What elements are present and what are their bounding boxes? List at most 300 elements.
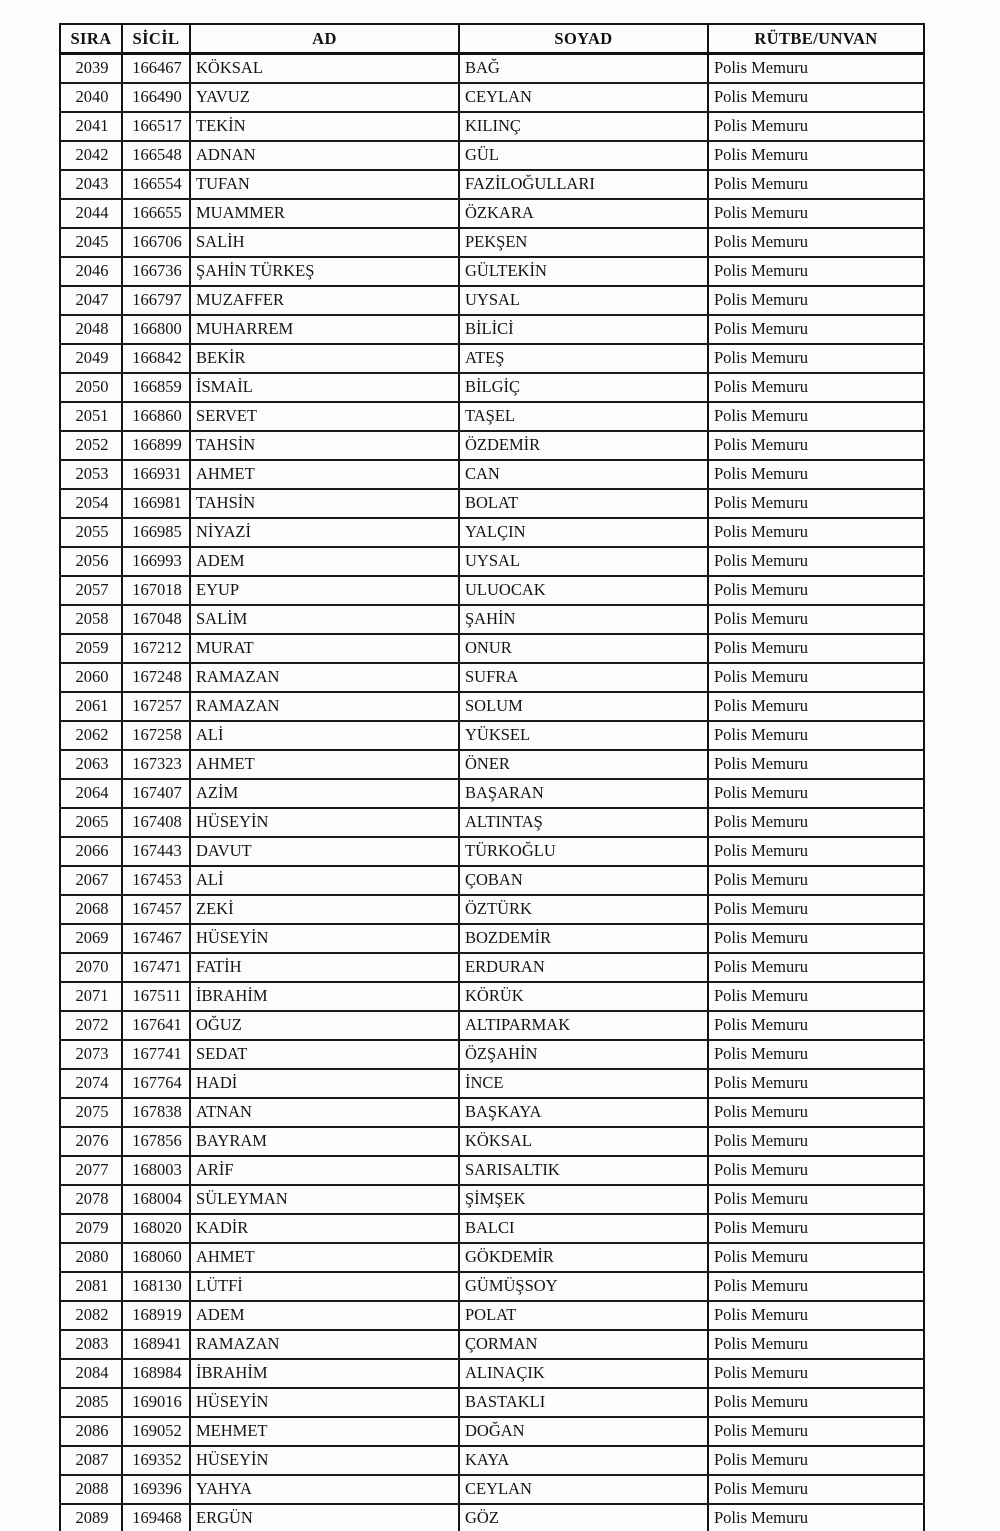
- cell-soyad: ÇORMAN: [459, 1330, 708, 1359]
- cell-sicil: 169052: [122, 1417, 190, 1446]
- cell-sira: 2081: [60, 1272, 122, 1301]
- cell-soyad: BİLİCİ: [459, 315, 708, 344]
- cell-sira: 2058: [60, 605, 122, 634]
- header-rutbe: RÜTBE/UNVAN: [708, 24, 924, 54]
- cell-ad: İBRAHİM: [190, 982, 459, 1011]
- header-sira: SIRA: [60, 24, 122, 54]
- cell-sira: 2073: [60, 1040, 122, 1069]
- cell-rutbe: Polis Memuru: [708, 431, 924, 460]
- cell-sira: 2070: [60, 953, 122, 982]
- cell-rutbe: Polis Memuru: [708, 866, 924, 895]
- table-row: [60, 779, 924, 808]
- cell-soyad: BAĞ: [459, 54, 708, 84]
- cell-ad: ALİ: [190, 721, 459, 750]
- cell-rutbe: Polis Memuru: [708, 460, 924, 489]
- cell-sicil: 167764: [122, 1069, 190, 1098]
- cell-ad: MUZAFFER: [190, 286, 459, 315]
- cell-soyad: YÜKSEL: [459, 721, 708, 750]
- cell-soyad: CAN: [459, 460, 708, 489]
- cell-sicil: 166985: [122, 518, 190, 547]
- table-row: [60, 1214, 924, 1243]
- cell-rutbe: Polis Memuru: [708, 750, 924, 779]
- cell-sicil: 166859: [122, 373, 190, 402]
- cell-soyad: GÖZ: [459, 1504, 708, 1531]
- cell-sira: 2041: [60, 112, 122, 141]
- cell-sira: 2060: [60, 663, 122, 692]
- table-row: [60, 1301, 924, 1330]
- cell-sicil: 168984: [122, 1359, 190, 1388]
- cell-sira: 2053: [60, 460, 122, 489]
- cell-sira: 2050: [60, 373, 122, 402]
- cell-soyad: GÖKDEMİR: [459, 1243, 708, 1272]
- cell-ad: SALİM: [190, 605, 459, 634]
- table-row: [60, 1272, 924, 1301]
- cell-ad: KÖKSAL: [190, 54, 459, 84]
- cell-ad: HÜSEYİN: [190, 808, 459, 837]
- cell-sira: 2048: [60, 315, 122, 344]
- cell-sicil: 166554: [122, 170, 190, 199]
- cell-rutbe: Polis Memuru: [708, 1243, 924, 1272]
- cell-sira: 2056: [60, 547, 122, 576]
- cell-sira: 2085: [60, 1388, 122, 1417]
- cell-rutbe: Polis Memuru: [708, 1069, 924, 1098]
- cell-sira: 2045: [60, 228, 122, 257]
- cell-soyad: İNCE: [459, 1069, 708, 1098]
- table-row: [60, 344, 924, 373]
- cell-rutbe: Polis Memuru: [708, 576, 924, 605]
- cell-rutbe: Polis Memuru: [708, 1446, 924, 1475]
- cell-sicil: 166899: [122, 431, 190, 460]
- cell-soyad: GÜL: [459, 141, 708, 170]
- cell-sira: 2086: [60, 1417, 122, 1446]
- cell-ad: OĞUZ: [190, 1011, 459, 1040]
- cell-sira: 2051: [60, 402, 122, 431]
- cell-sira: 2088: [60, 1475, 122, 1504]
- cell-sira: 2069: [60, 924, 122, 953]
- table-row: [60, 721, 924, 750]
- cell-soyad: FAZİLOĞULLARI: [459, 170, 708, 199]
- cell-sicil: 168941: [122, 1330, 190, 1359]
- cell-ad: RAMAZAN: [190, 663, 459, 692]
- cell-soyad: YALÇIN: [459, 518, 708, 547]
- cell-sira: 2080: [60, 1243, 122, 1272]
- cell-soyad: GÜMÜŞSOY: [459, 1272, 708, 1301]
- cell-sicil: 166993: [122, 547, 190, 576]
- cell-rutbe: Polis Memuru: [708, 228, 924, 257]
- table-row: [60, 808, 924, 837]
- cell-rutbe: Polis Memuru: [708, 982, 924, 1011]
- cell-rutbe: Polis Memuru: [708, 489, 924, 518]
- cell-soyad: KÖKSAL: [459, 1127, 708, 1156]
- cell-ad: NİYAZİ: [190, 518, 459, 547]
- cell-sira: 2089: [60, 1504, 122, 1531]
- cell-rutbe: Polis Memuru: [708, 605, 924, 634]
- cell-sira: 2052: [60, 431, 122, 460]
- cell-ad: ŞAHİN TÜRKEŞ: [190, 257, 459, 286]
- table-row: [60, 54, 924, 84]
- cell-ad: MUHARREM: [190, 315, 459, 344]
- cell-rutbe: Polis Memuru: [708, 663, 924, 692]
- table-row: [60, 634, 924, 663]
- cell-sira: 2077: [60, 1156, 122, 1185]
- cell-rutbe: Polis Memuru: [708, 1214, 924, 1243]
- table-row: [60, 1098, 924, 1127]
- table-row: [60, 170, 924, 199]
- cell-sicil: 166981: [122, 489, 190, 518]
- cell-rutbe: Polis Memuru: [708, 112, 924, 141]
- cell-sira: 2040: [60, 83, 122, 112]
- table-row: [60, 1504, 924, 1531]
- cell-soyad: PEKŞEN: [459, 228, 708, 257]
- cell-sicil: 167443: [122, 837, 190, 866]
- cell-ad: İSMAİL: [190, 373, 459, 402]
- cell-soyad: BOZDEMİR: [459, 924, 708, 953]
- cell-sicil: 166800: [122, 315, 190, 344]
- cell-sira: 2054: [60, 489, 122, 518]
- cell-ad: ZEKİ: [190, 895, 459, 924]
- cell-soyad: CEYLAN: [459, 1475, 708, 1504]
- cell-sira: 2068: [60, 895, 122, 924]
- cell-sira: 2071: [60, 982, 122, 1011]
- cell-sicil: 168130: [122, 1272, 190, 1301]
- cell-ad: DAVUT: [190, 837, 459, 866]
- cell-ad: RAMAZAN: [190, 692, 459, 721]
- cell-rutbe: Polis Memuru: [708, 953, 924, 982]
- cell-ad: ADEM: [190, 547, 459, 576]
- cell-sicil: 167457: [122, 895, 190, 924]
- personnel-table: [59, 23, 925, 1531]
- cell-rutbe: Polis Memuru: [708, 692, 924, 721]
- table-row: [60, 83, 924, 112]
- cell-soyad: SARISALTIK: [459, 1156, 708, 1185]
- cell-soyad: UYSAL: [459, 547, 708, 576]
- cell-sicil: 167257: [122, 692, 190, 721]
- table-row: [60, 373, 924, 402]
- cell-soyad: POLAT: [459, 1301, 708, 1330]
- cell-sicil: 168003: [122, 1156, 190, 1185]
- table-row: [60, 1243, 924, 1272]
- cell-rutbe: Polis Memuru: [708, 518, 924, 547]
- cell-sicil: 167467: [122, 924, 190, 953]
- cell-sira: 2063: [60, 750, 122, 779]
- cell-soyad: KILINÇ: [459, 112, 708, 141]
- cell-sicil: 167323: [122, 750, 190, 779]
- cell-sicil: 167471: [122, 953, 190, 982]
- cell-sira: 2042: [60, 141, 122, 170]
- cell-ad: AHMET: [190, 460, 459, 489]
- cell-ad: ARİF: [190, 1156, 459, 1185]
- cell-soyad: ÇOBAN: [459, 866, 708, 895]
- cell-sira: 2061: [60, 692, 122, 721]
- cell-sira: 2082: [60, 1301, 122, 1330]
- cell-rutbe: Polis Memuru: [708, 547, 924, 576]
- table-row: [60, 576, 924, 605]
- cell-ad: LÜTFİ: [190, 1272, 459, 1301]
- cell-rutbe: Polis Memuru: [708, 1040, 924, 1069]
- cell-ad: AZİM: [190, 779, 459, 808]
- table-row: [60, 866, 924, 895]
- cell-ad: BEKİR: [190, 344, 459, 373]
- cell-ad: HÜSEYİN: [190, 1446, 459, 1475]
- cell-sicil: 167048: [122, 605, 190, 634]
- table-row: [60, 1330, 924, 1359]
- cell-rutbe: Polis Memuru: [708, 634, 924, 663]
- cell-sicil: 169352: [122, 1446, 190, 1475]
- cell-sicil: 166931: [122, 460, 190, 489]
- cell-ad: SERVET: [190, 402, 459, 431]
- cell-soyad: KAYA: [459, 1446, 708, 1475]
- cell-rutbe: Polis Memuru: [708, 344, 924, 373]
- cell-rutbe: Polis Memuru: [708, 1359, 924, 1388]
- cell-sicil: 166706: [122, 228, 190, 257]
- cell-sira: 2066: [60, 837, 122, 866]
- cell-sira: 2044: [60, 199, 122, 228]
- cell-rutbe: Polis Memuru: [708, 402, 924, 431]
- cell-ad: HÜSEYİN: [190, 1388, 459, 1417]
- table-row: [60, 605, 924, 634]
- cell-sira: 2083: [60, 1330, 122, 1359]
- table-row: [60, 924, 924, 953]
- cell-soyad: TAŞEL: [459, 402, 708, 431]
- cell-ad: BAYRAM: [190, 1127, 459, 1156]
- cell-sicil: 167258: [122, 721, 190, 750]
- cell-rutbe: Polis Memuru: [708, 1330, 924, 1359]
- cell-ad: MURAT: [190, 634, 459, 663]
- cell-rutbe: Polis Memuru: [708, 924, 924, 953]
- cell-ad: MUAMMER: [190, 199, 459, 228]
- cell-rutbe: Polis Memuru: [708, 1272, 924, 1301]
- cell-ad: MEHMET: [190, 1417, 459, 1446]
- cell-rutbe: Polis Memuru: [708, 779, 924, 808]
- table-row: [60, 1040, 924, 1069]
- cell-soyad: ÖZTÜRK: [459, 895, 708, 924]
- cell-soyad: DOĞAN: [459, 1417, 708, 1446]
- cell-sira: 2078: [60, 1185, 122, 1214]
- cell-sicil: 166842: [122, 344, 190, 373]
- cell-sicil: 167511: [122, 982, 190, 1011]
- cell-soyad: BASTAKLI: [459, 1388, 708, 1417]
- cell-rutbe: Polis Memuru: [708, 54, 924, 84]
- cell-rutbe: Polis Memuru: [708, 373, 924, 402]
- cell-sicil: 169016: [122, 1388, 190, 1417]
- table-row: [60, 547, 924, 576]
- cell-ad: SÜLEYMAN: [190, 1185, 459, 1214]
- cell-soyad: CEYLAN: [459, 83, 708, 112]
- cell-soyad: ONUR: [459, 634, 708, 663]
- cell-sira: 2039: [60, 54, 122, 84]
- cell-ad: SEDAT: [190, 1040, 459, 1069]
- table-row: [60, 1446, 924, 1475]
- cell-sicil: 166548: [122, 141, 190, 170]
- cell-sira: 2046: [60, 257, 122, 286]
- header-ad: AD: [190, 24, 459, 54]
- table-row: [60, 663, 924, 692]
- cell-sira: 2055: [60, 518, 122, 547]
- cell-rutbe: Polis Memuru: [708, 1127, 924, 1156]
- cell-sicil: 167407: [122, 779, 190, 808]
- cell-soyad: KÖRÜK: [459, 982, 708, 1011]
- cell-ad: ADEM: [190, 1301, 459, 1330]
- cell-sicil: 169468: [122, 1504, 190, 1531]
- cell-ad: AHMET: [190, 750, 459, 779]
- cell-soyad: ATEŞ: [459, 344, 708, 373]
- cell-ad: YAHYA: [190, 1475, 459, 1504]
- cell-sicil: 166517: [122, 112, 190, 141]
- table-row: [60, 1475, 924, 1504]
- table-row: [60, 837, 924, 866]
- cell-soyad: ÖZŞAHİN: [459, 1040, 708, 1069]
- cell-rutbe: Polis Memuru: [708, 1475, 924, 1504]
- cell-sira: 2059: [60, 634, 122, 663]
- header-soyad: SOYAD: [459, 24, 708, 54]
- cell-sicil: 167018: [122, 576, 190, 605]
- cell-ad: TUFAN: [190, 170, 459, 199]
- table-body: [60, 54, 924, 1531]
- cell-rutbe: Polis Memuru: [708, 721, 924, 750]
- cell-sira: 2067: [60, 866, 122, 895]
- cell-soyad: ÖZKARA: [459, 199, 708, 228]
- cell-sira: 2062: [60, 721, 122, 750]
- cell-ad: YAVUZ: [190, 83, 459, 112]
- cell-rutbe: Polis Memuru: [708, 1301, 924, 1330]
- cell-sicil: 168919: [122, 1301, 190, 1330]
- cell-sicil: 166655: [122, 199, 190, 228]
- cell-rutbe: Polis Memuru: [708, 83, 924, 112]
- table-row: [60, 1069, 924, 1098]
- cell-sira: 2079: [60, 1214, 122, 1243]
- table-row: [60, 489, 924, 518]
- cell-sicil: 167838: [122, 1098, 190, 1127]
- cell-soyad: BALCI: [459, 1214, 708, 1243]
- cell-sicil: 167856: [122, 1127, 190, 1156]
- cell-soyad: ŞAHİN: [459, 605, 708, 634]
- cell-ad: ADNAN: [190, 141, 459, 170]
- cell-rutbe: Polis Memuru: [708, 1011, 924, 1040]
- cell-sicil: 167741: [122, 1040, 190, 1069]
- table-row: [60, 112, 924, 141]
- cell-ad: TAHSİN: [190, 431, 459, 460]
- cell-sira: 2076: [60, 1127, 122, 1156]
- cell-sira: 2049: [60, 344, 122, 373]
- cell-sicil: 166860: [122, 402, 190, 431]
- cell-ad: SALİH: [190, 228, 459, 257]
- header-sicil: SİCİL: [122, 24, 190, 54]
- table-row: [60, 692, 924, 721]
- cell-sira: 2074: [60, 1069, 122, 1098]
- cell-rutbe: Polis Memuru: [708, 1388, 924, 1417]
- cell-ad: TAHSİN: [190, 489, 459, 518]
- cell-rutbe: Polis Memuru: [708, 1156, 924, 1185]
- table-row: [60, 895, 924, 924]
- cell-rutbe: Polis Memuru: [708, 1185, 924, 1214]
- cell-sicil: 169396: [122, 1475, 190, 1504]
- table-row: [60, 1417, 924, 1446]
- cell-soyad: BOLAT: [459, 489, 708, 518]
- cell-sira: 2047: [60, 286, 122, 315]
- table-row: [60, 431, 924, 460]
- cell-ad: ERGÜN: [190, 1504, 459, 1531]
- cell-rutbe: Polis Memuru: [708, 1417, 924, 1446]
- cell-sicil: 167408: [122, 808, 190, 837]
- cell-ad: AHMET: [190, 1243, 459, 1272]
- cell-soyad: ALTINTAŞ: [459, 808, 708, 837]
- cell-soyad: ERDURAN: [459, 953, 708, 982]
- cell-sira: 2084: [60, 1359, 122, 1388]
- cell-rutbe: Polis Memuru: [708, 141, 924, 170]
- cell-soyad: ÖNER: [459, 750, 708, 779]
- cell-rutbe: Polis Memuru: [708, 1098, 924, 1127]
- cell-ad: KADİR: [190, 1214, 459, 1243]
- cell-soyad: BİLGİÇ: [459, 373, 708, 402]
- table-row: [60, 286, 924, 315]
- table-row: [60, 1388, 924, 1417]
- cell-ad: HADİ: [190, 1069, 459, 1098]
- cell-soyad: BAŞKAYA: [459, 1098, 708, 1127]
- cell-rutbe: Polis Memuru: [708, 895, 924, 924]
- table-row: [60, 460, 924, 489]
- cell-rutbe: Polis Memuru: [708, 315, 924, 344]
- cell-ad: TEKİN: [190, 112, 459, 141]
- cell-sicil: 167453: [122, 866, 190, 895]
- cell-sicil: 166797: [122, 286, 190, 315]
- cell-sicil: 166467: [122, 54, 190, 84]
- cell-soyad: TÜRKOĞLU: [459, 837, 708, 866]
- cell-rutbe: Polis Memuru: [708, 837, 924, 866]
- table-row: [60, 750, 924, 779]
- table-row: [60, 1359, 924, 1388]
- cell-ad: FATİH: [190, 953, 459, 982]
- cell-ad: İBRAHİM: [190, 1359, 459, 1388]
- table-row: [60, 1011, 924, 1040]
- cell-ad: HÜSEYİN: [190, 924, 459, 953]
- cell-soyad: ALTIPARMAK: [459, 1011, 708, 1040]
- cell-sicil: 168060: [122, 1243, 190, 1272]
- cell-sira: 2057: [60, 576, 122, 605]
- cell-sicil: 167212: [122, 634, 190, 663]
- cell-sira: 2075: [60, 1098, 122, 1127]
- table-row: [60, 199, 924, 228]
- table-row: [60, 1127, 924, 1156]
- cell-sira: 2065: [60, 808, 122, 837]
- cell-rutbe: Polis Memuru: [708, 808, 924, 837]
- cell-soyad: ALINAÇIK: [459, 1359, 708, 1388]
- cell-rutbe: Polis Memuru: [708, 257, 924, 286]
- table-row: [60, 257, 924, 286]
- cell-soyad: ŞİMŞEK: [459, 1185, 708, 1214]
- cell-rutbe: Polis Memuru: [708, 1504, 924, 1531]
- cell-ad: ATNAN: [190, 1098, 459, 1127]
- table-row: [60, 1185, 924, 1214]
- cell-rutbe: Polis Memuru: [708, 170, 924, 199]
- cell-ad: RAMAZAN: [190, 1330, 459, 1359]
- cell-sira: 2087: [60, 1446, 122, 1475]
- table-row: [60, 982, 924, 1011]
- table-row: [60, 953, 924, 982]
- cell-rutbe: Polis Memuru: [708, 199, 924, 228]
- cell-ad: EYUP: [190, 576, 459, 605]
- cell-soyad: ÖZDEMİR: [459, 431, 708, 460]
- table-row: [60, 402, 924, 431]
- cell-sicil: 166490: [122, 83, 190, 112]
- cell-sicil: 167248: [122, 663, 190, 692]
- cell-sicil: 166736: [122, 257, 190, 286]
- cell-sicil: 168020: [122, 1214, 190, 1243]
- cell-soyad: UYSAL: [459, 286, 708, 315]
- cell-sicil: 168004: [122, 1185, 190, 1214]
- cell-rutbe: Polis Memuru: [708, 286, 924, 315]
- cell-soyad: SUFRA: [459, 663, 708, 692]
- cell-ad: ALİ: [190, 866, 459, 895]
